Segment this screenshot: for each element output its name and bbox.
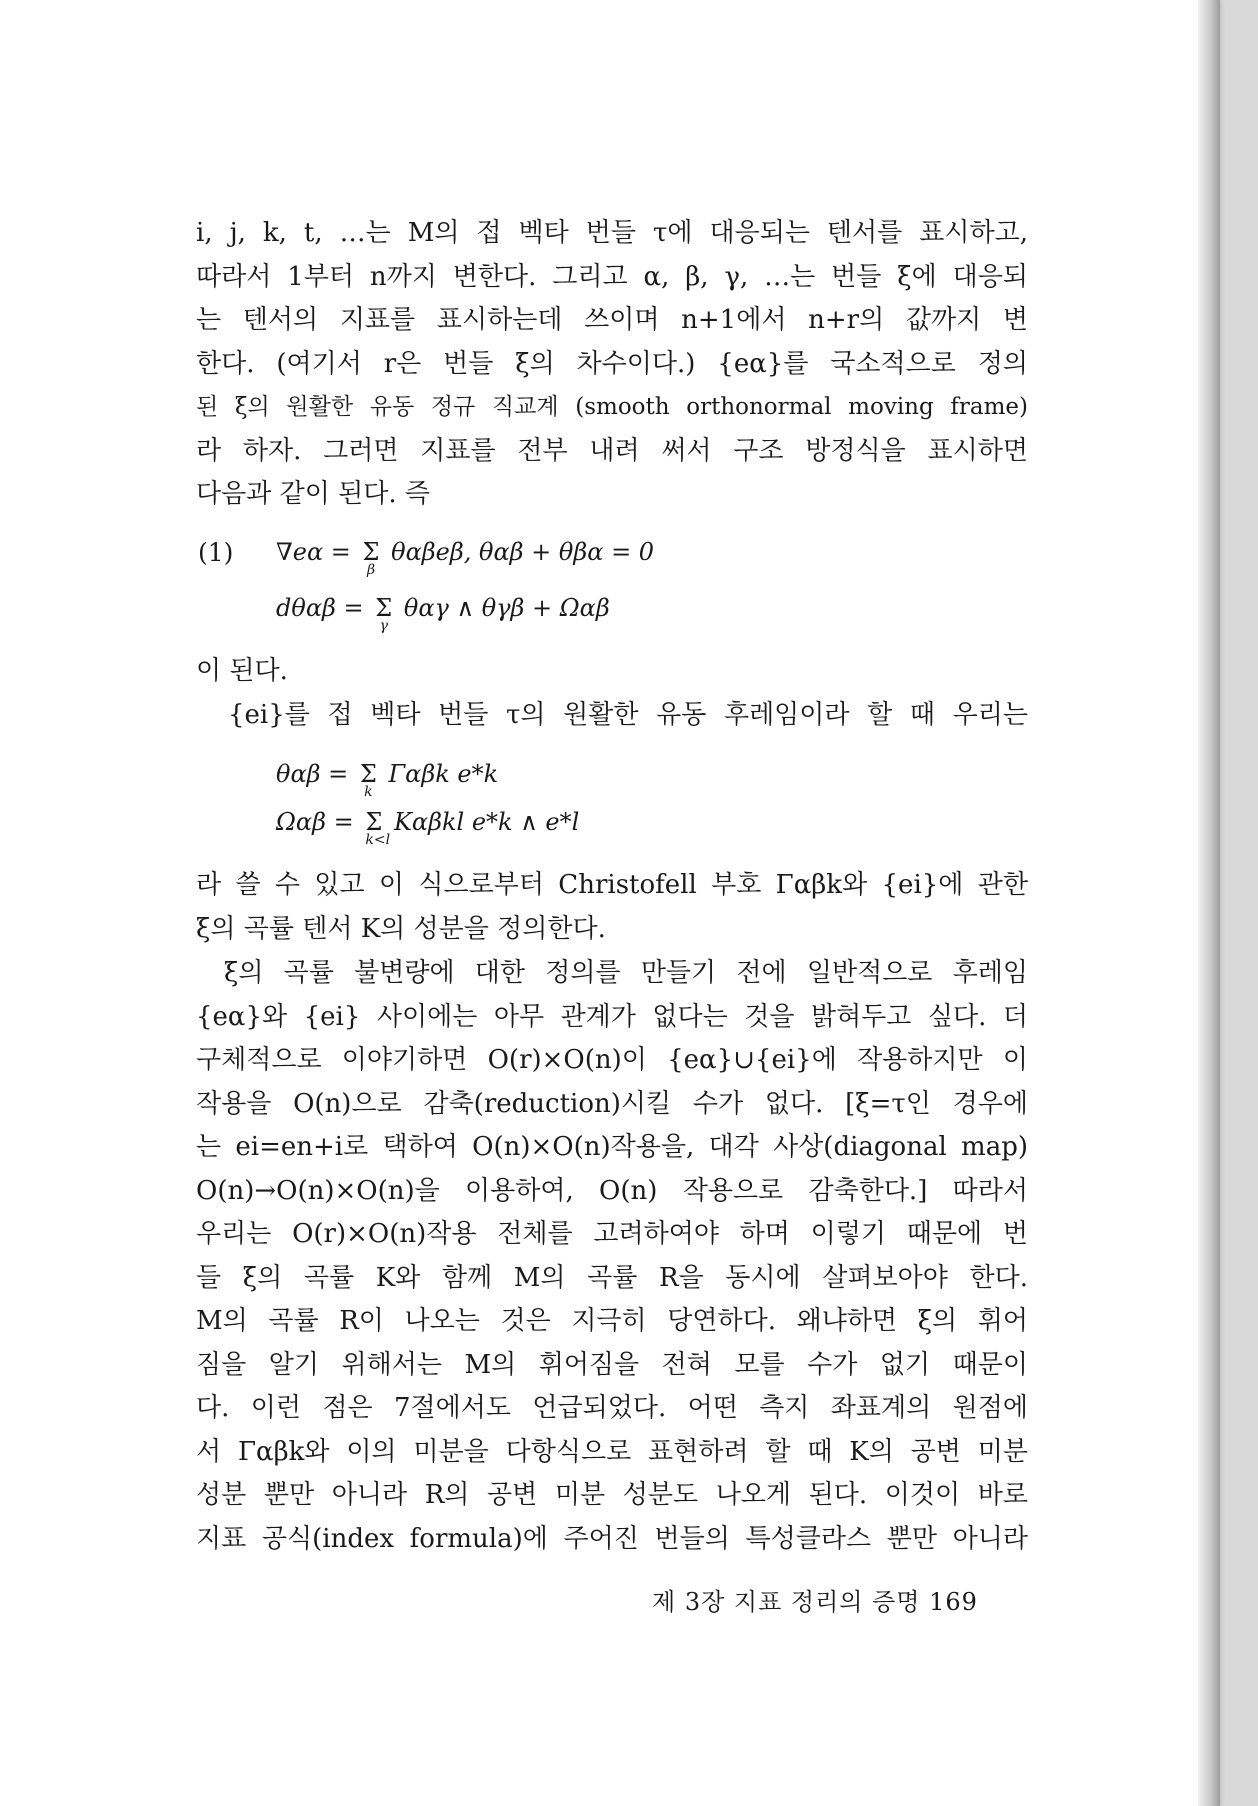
equation-1-line-1 — [276, 538, 655, 578]
equation-1-line-2 — [276, 594, 610, 634]
equation-part: ∇eα = — [276, 538, 359, 566]
text-line: 된 ξ의 원활한 유동 정규 직교계 (smooth orthonormal moving frame) — [196, 394, 1028, 420]
equation-part: dθαβ = — [276, 594, 372, 622]
equation-part: Ωαβ = — [276, 808, 362, 836]
paragraph-after-eq1 — [196, 650, 1028, 694]
text-line: 한다. (여기서 r은 번들 ξ의 차수이다.) {eα}를 국소적으로 정의 — [196, 348, 1028, 379]
page-edge — [1198, 0, 1220, 1806]
text-line: 들 ξ의 곡률 K와 함께 M의 곡률 R을 동시에 살펴보아야 한다. — [196, 1262, 1028, 1293]
page-footer: 제 3장 지표 정리의 증명 169 — [652, 1588, 978, 1616]
sum-index: k<l — [365, 832, 391, 848]
text-line: 따라서 1부터 n까지 변한다. 그리고 α, β, γ, …는 번들 ξ에 대응되 — [196, 261, 1028, 292]
paragraph-4 — [196, 952, 1028, 1561]
paragraph-1 — [196, 212, 1028, 517]
equation-number: (1) — [198, 538, 234, 567]
equation-2-line-2 — [276, 808, 580, 848]
paragraph-3 — [196, 864, 1028, 951]
text-line: 서 Γαβk와 이의 미분을 다항식으로 표현하려 할 때 K의 공변 미분 — [196, 1436, 1028, 1467]
text-line: 작용을 O(n)으로 감축(reduction)시킬 수가 없다. [ξ=τ인 경우에 — [196, 1088, 1028, 1119]
text-line: 다. 이런 점은 7절에서도 언급되었다. 어떤 측지 좌표계의 원점에 — [196, 1393, 1028, 1423]
text-line: {eα}와 {ei} 사이에는 아무 관계가 없다는 것을 밝혀두고 싶다. 더 — [196, 1001, 1028, 1032]
text-line: 라 하자. 그러면 지표를 전부 내려 써서 구조 방정식을 표시하면 — [196, 435, 1028, 466]
text-line: 이 된다. — [196, 656, 288, 686]
text-line: 지표 공식(index formula)에 주어진 번들의 특성클라스 뿐만 아니라 — [196, 1523, 1028, 1554]
text-line: 우리는 O(r)×O(n)작용 전체를 고려하여야 하며 이렇기 때문에 번 — [196, 1219, 1028, 1249]
sum-index: k — [364, 784, 373, 800]
text-line: 다음과 같이 된다. 즉 — [196, 479, 430, 509]
text-line: 성분 뿐만 아니라 R의 공변 미분 성분도 나오게 된다. 이것이 바로 — [196, 1480, 1028, 1510]
text-line: 는 ei=en+i로 택하여 O(n)×O(n)작용을, 대각 사상(diagonal map) — [196, 1132, 1028, 1162]
text-line: 라 쓸 수 있고 이 식으로부터 Christofell 부호 Γαβk와 {ei}에 관한 — [196, 870, 1028, 900]
text-line: O(n)→O(n)×O(n)을 이용하여, O(n) 작용으로 감축한다.] 따라서 — [196, 1175, 1028, 1206]
sum-index: γ — [379, 618, 388, 634]
text-line: ξ의 곡률 텐서 K의 성분을 정의한다. — [196, 913, 606, 944]
paragraph-2 — [228, 694, 1028, 738]
equation-part: θαγ ∧ θγβ + Ωαβ — [396, 594, 610, 622]
text-line: 는 텐서의 지표를 표시하는데 쓰이며 n+1에서 n+r의 값까지 변 — [196, 305, 1028, 335]
text-line: 짐을 알기 위해서는 M의 휘어짐을 전혀 모를 수가 없기 때문이 — [196, 1349, 1028, 1380]
text-line: {ei}를 접 벡타 번들 τ의 원활한 유동 후레임이라 할 때 우리는 — [228, 700, 1028, 730]
equation-part: Kαβkl e*k ∧ e*l — [386, 808, 580, 836]
equation-part: θαβ = — [276, 760, 356, 788]
sum-index: β — [366, 562, 376, 578]
sum-symbol: Σ k — [359, 760, 377, 800]
equation-part: θαβeβ, θαβ + θβα = 0 — [383, 538, 655, 566]
text-line: i, j, k, t, …는 M의 접 벡타 번들 τ에 대응되는 텐서를 표시하고, — [196, 218, 1028, 248]
sum-symbol: Σ β — [362, 538, 380, 578]
text-line: M의 곡률 R이 나오는 것은 지극히 당연하다. 왜냐하면 ξ의 휘어 — [196, 1306, 1028, 1336]
text-line: ξ의 곡률 불변량에 대한 정의를 만들기 전에 일반적으로 후레임 — [224, 958, 1028, 988]
sum-symbol: Σ γ — [375, 594, 393, 634]
text-line: 구체적으로 이야기하면 O(r)×O(n)이 {eα}∪{ei}에 작용하지만 이 — [196, 1045, 1028, 1075]
equation-2-line-1 — [276, 760, 499, 800]
equation-part: Γαβk e*k — [380, 760, 499, 788]
sum-symbol: Σ k<l — [365, 808, 391, 848]
